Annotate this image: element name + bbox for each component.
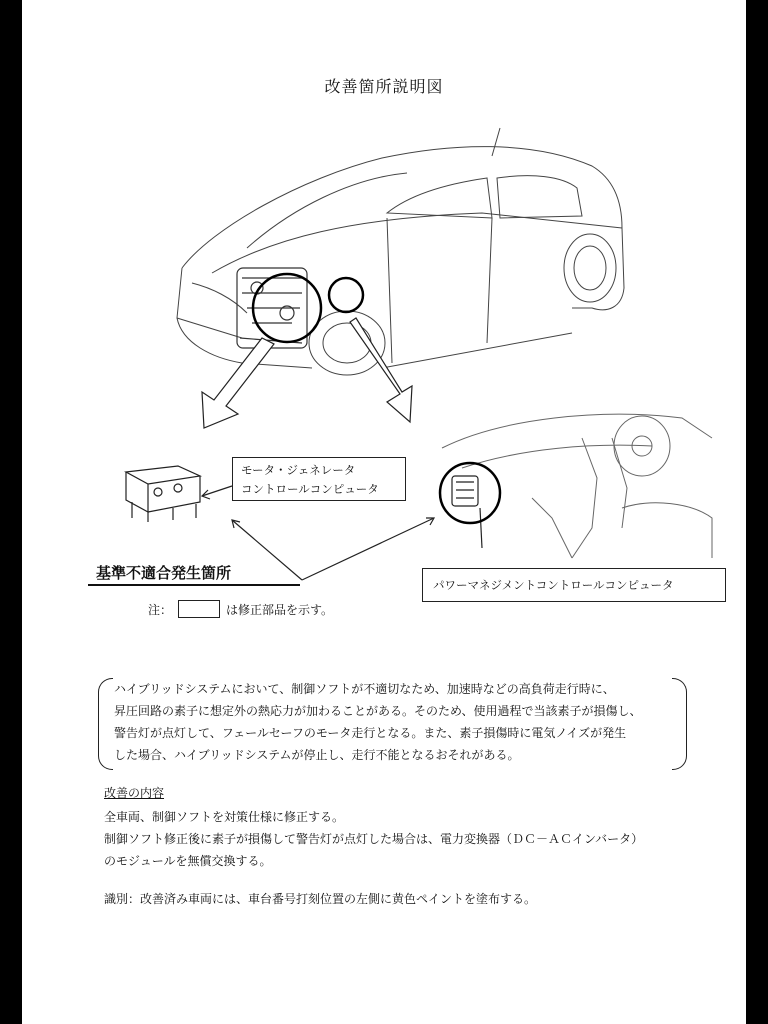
- mg-label-line-2: コントロールコンピュータ: [241, 482, 379, 496]
- defect-description: [114, 678, 678, 766]
- defect-location-heading: 基準不適合発生箇所: [96, 564, 232, 582]
- note-prefix: 注：: [148, 602, 173, 617]
- mg-label-line-1: モータ・ジェネレータ: [241, 463, 356, 477]
- improvement-heading: 改善の内容: [104, 786, 165, 800]
- pm-label-text: パワーマネジメントコントロールコンピュータ: [433, 577, 674, 592]
- description-line: ハイブリッドシステムにおいて、制御ソフトが不適切なため、加速時などの高負荷走行時に、: [114, 682, 615, 696]
- mg-control-computer-label: [232, 457, 406, 501]
- legend-note: [148, 600, 333, 618]
- power-management-computer-label: [422, 568, 726, 602]
- note-suffix: は修正部品を示す。: [226, 602, 334, 617]
- document-page: [22, 0, 746, 1024]
- identification-line: 識別：改善済み車両には、車台番号打刻位置の左側に黄色ペイントを塗布する。: [104, 892, 537, 906]
- page-title: 改善箇所説明図: [324, 77, 444, 96]
- description-line: した場合、ハイブリッドシステムが停止し、走行不能となるおそれがある。: [114, 748, 520, 762]
- improvement-line: 全車両、制御ソフトを対策仕様に修正する。: [104, 810, 345, 824]
- description-bracket-left: [98, 678, 113, 770]
- description-line: 警告灯が点灯して、フェールセーフのモータ走行となる。また、素子損傷時に電気ノイズが発生: [114, 726, 627, 740]
- description-line: 昇圧回路の素子に想定外の熱応力が加わることがある。そのため、使用過程で当該素子が損傷し、: [114, 704, 642, 718]
- improvement-line: 制御ソフト修正後に素子が損傷して警告灯が点灯した場合は、電力変換器（ＤＣ－ＡＣインバータ）: [104, 832, 644, 846]
- corrected-part-swatch: [178, 600, 220, 618]
- dashboard-illustration: [422, 398, 722, 568]
- heading-underline: [88, 584, 300, 586]
- pointer-arrows: [182, 300, 442, 430]
- improvement-line: のモジュールを無償交換する。: [104, 854, 272, 868]
